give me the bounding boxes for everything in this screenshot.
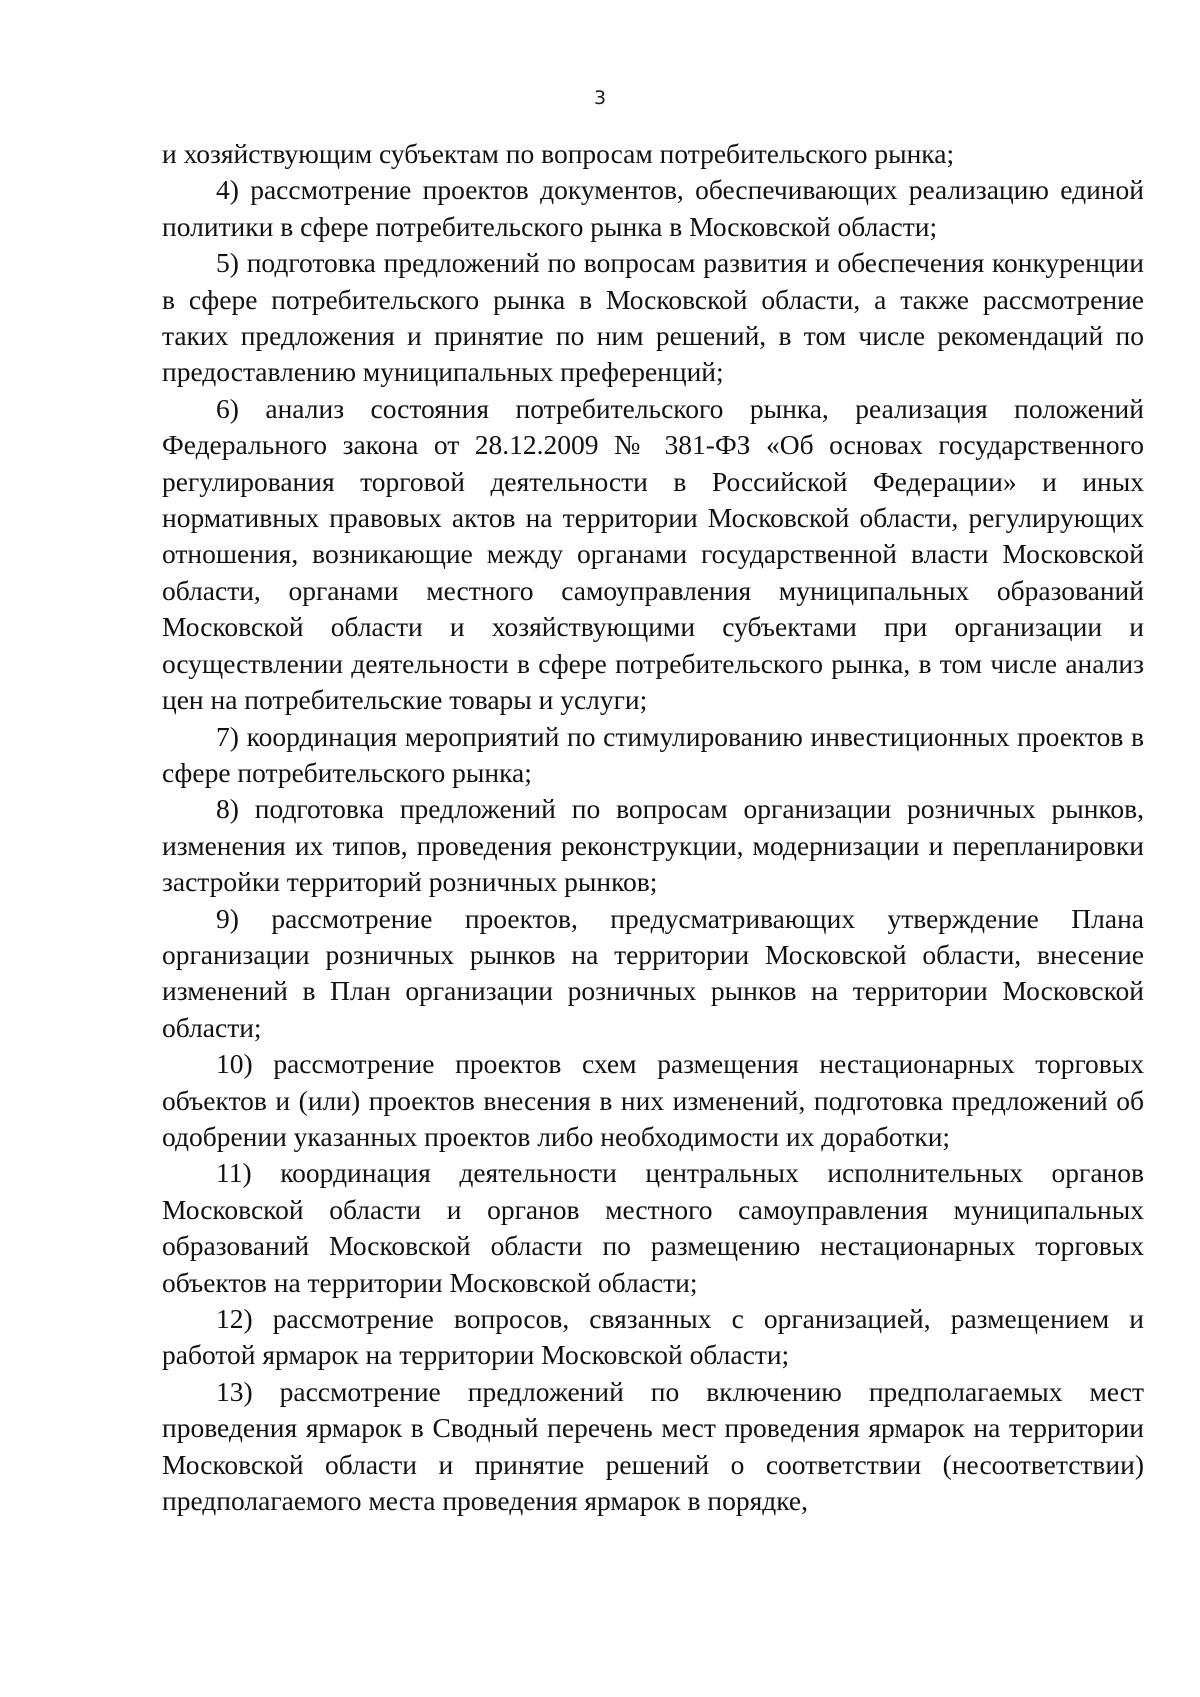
paragraph: 13) рассмотрение предложений по включению предполагаемых мест проведения ярмарок в Сводный перечень мест проведения ярмарок на территории Московской области и принятие решений о соответствии (несоответствии) предполагаемого места проведения ярмарок в порядке, [162, 1375, 1144, 1517]
document-body [162, 136, 1144, 1519]
paragraph: 12) рассмотрение вопросов, связанных с организацией, размещением и работой ярмарок на территории Московской области; [162, 1303, 1144, 1371]
paragraph: 5) подготовка предложений по вопросам развития и обеспечения конкуренции в сфере потребительского рынка в Московской области, а также рассмотрение таких предложения и принятие по ним решений, в том числе рекомендаций по предоставлению муниципальных преференций; [162, 247, 1144, 388]
paragraph: 8) подготовка предложений по вопросам организации розничных рынков, изменения их типов, проведения реконструкции, модернизации и перепланировки застройки территорий розничных рынков; [162, 793, 1144, 898]
paragraph: 10) рассмотрение проектов схем размещения нестационарных торговых объектов и (или) проектов внесения в них изменений, подготовка предложений об одобрении указанных проектов либо необходимости их доработки; [162, 1048, 1144, 1152]
page-number: 3 [593, 87, 607, 109]
paragraph: 6) анализ состояния потребительского рынка, реализация положений Федерального закона от 28.12.2009 № 381-ФЗ «Об основах государственного регулирования торговой деятельности в Российской Федерации» и иных нормативных правовых актов на территории Московской области, регулирующих отношения, возникающие между органами государственной власти Московской области, органами местного самоуправления муниципальных образований Московской области и хозяйствующими субъектами при организации и осуществлении деятельности в сфере потребительского рынка, в том числе анализ цен на потребительские товары и услуги; [162, 392, 1144, 716]
paragraph: 11) координация деятельности центральных исполнительных органов Московской области и органов местного самоуправления муниципальных образований Московской области по размещению нестационарных торговых объектов на территории Московской области; [162, 1157, 1144, 1298]
paragraph: 7) координация мероприятий по стимулированию инвестиционных проектов в сфере потребительского рынка; [162, 720, 1144, 788]
paragraph: 4) рассмотрение проектов документов, обеспечивающих реализацию единой политики в сфере потребительского рынка в Московской области; [162, 174, 1144, 242]
paragraph: и хозяйствующим субъектам по вопросам потребительского рынка; [162, 138, 955, 169]
paragraph: 9) рассмотрение проектов, предусматривающих утверждение Плана организации розничных рынков на территории Московской области, внесение изменений в План организации розничных рынков на территории Московской области; [162, 902, 1144, 1043]
